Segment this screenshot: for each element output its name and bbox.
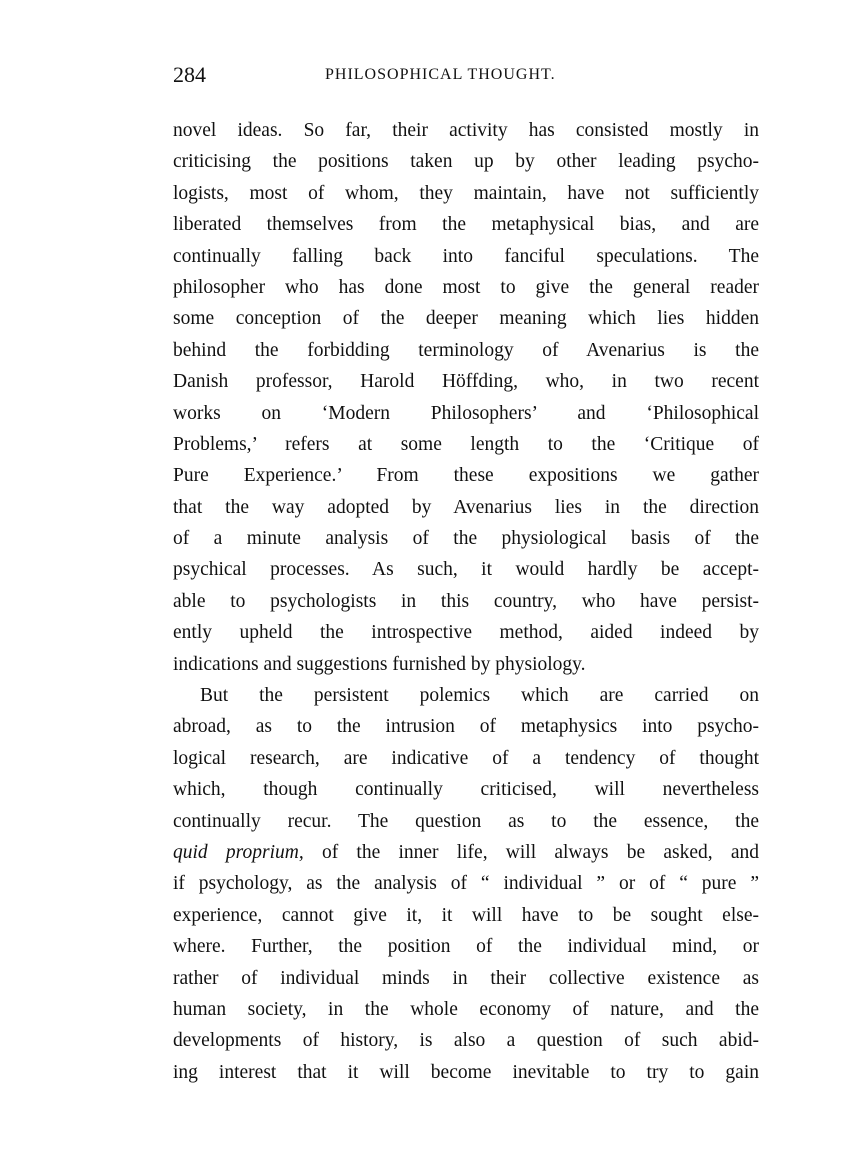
text-line: novel ideas. So far, their activity has consisted mostly in	[173, 120, 759, 141]
text-line: abroad, as to the intrusion of metaphysics into psycho-	[173, 716, 759, 738]
text-line: ently upheld the introspective method, aided indeed by	[173, 622, 759, 644]
text-line: human society, in the whole economy of nature, and the	[173, 998, 759, 1020]
text-line: works on ‘Modern Philosophers’ and ‘Philosophical	[173, 402, 759, 424]
text-line: developments of history, is also a question of such abid-	[173, 1030, 759, 1052]
text-line: Danish professor, Harold Höffding, who, in two recent	[173, 371, 759, 393]
text-line-with-italic	[173, 837, 759, 868]
text-line: ing interest that it will become inevitable to try to gain	[173, 1061, 759, 1083]
text-line: where. Further, the position of the individual mind, or	[173, 936, 759, 958]
italic-phrase: quid proprium,	[173, 841, 304, 863]
text-line: behind the forbidding terminology of Avenarius is the	[173, 339, 759, 361]
paragraph-end-line: indications and suggestions furnished by physiology.	[173, 653, 586, 675]
text-line: Problems,’ refers at some length to the ‘Critique of	[173, 433, 759, 455]
text-line: that the way adopted by Avenarius lies in the direction	[173, 496, 759, 518]
text-line: psychical processes. As such, it would hardly be accept-	[173, 559, 759, 581]
page-number: 284	[173, 62, 206, 87]
text-line: Pure Experience.’ From these expositions we gather	[173, 465, 759, 487]
text-line: able to psychologists in this country, who have persist-	[173, 590, 759, 612]
text-line: rather of individual minds in their collective existence as	[173, 967, 759, 989]
text-line: logical research, are indicative of a tendency of thought	[173, 747, 759, 769]
text-line: liberated themselves from the metaphysical bias, and are	[173, 214, 759, 236]
text-line: criticising the positions taken up by other leading psycho-	[173, 151, 759, 173]
text-line: continually recur. The question as to the essence, the	[173, 810, 759, 832]
text-line: if psychology, as the analysis of “ individual ” or of “ pure ”	[173, 873, 759, 895]
text-line: of a minute analysis of the physiological basis of the	[173, 528, 759, 550]
paragraph-start-line: But the persistent polemics which are carried on	[200, 685, 759, 707]
text-line: logists, most of whom, they maintain, have not sufficiently	[173, 182, 759, 204]
text-line: some conception of the deeper meaning which lies hidden	[173, 308, 759, 330]
text-line: which, though continually criticised, will nevertheless	[173, 779, 759, 801]
text-line: experience, cannot give it, it will have to be sought else-	[173, 904, 759, 926]
running-title: PHILOSOPHICAL THOUGHT.	[325, 66, 556, 83]
text-line-rest: of the inner life, will always be asked, and	[321, 841, 759, 863]
running-head	[173, 62, 763, 92]
text-line: philosopher who has done most to give the general reader	[173, 276, 759, 298]
text-line: continually falling back into fanciful speculations. The	[173, 245, 759, 267]
body-text	[173, 115, 759, 1088]
